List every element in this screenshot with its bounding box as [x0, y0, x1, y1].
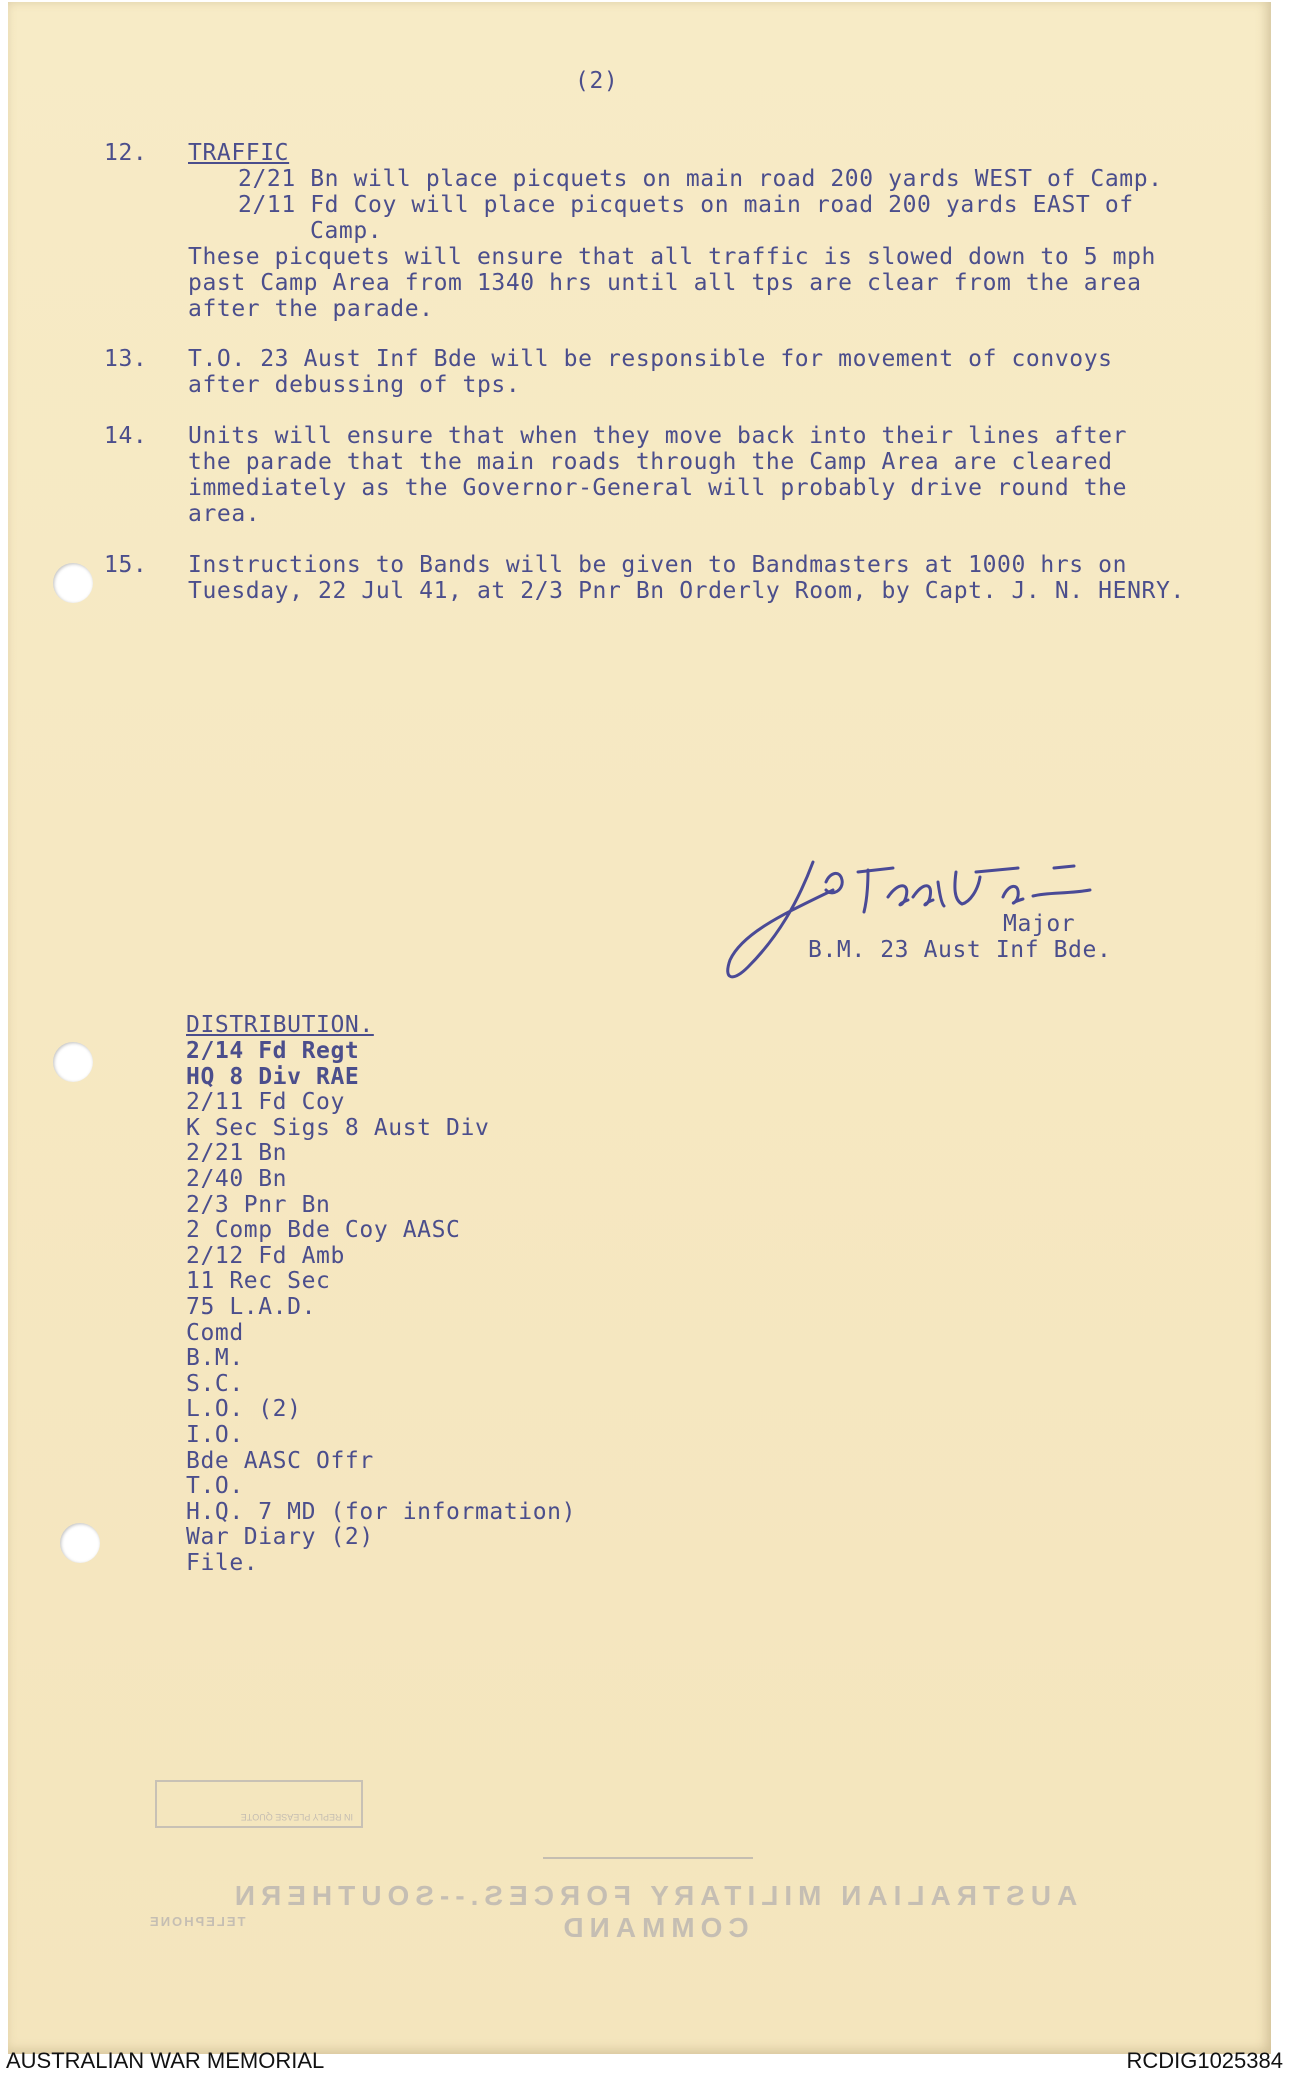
distribution-item: T.O.: [186, 1473, 244, 1499]
paragraph-14-number: 14.: [104, 423, 148, 449]
punch-hole-bottom: [60, 1523, 100, 1563]
paragraph-13-body: after debussing of tps.: [188, 372, 521, 398]
distribution-item: H.Q. 7 MD (for information): [186, 1499, 577, 1525]
distribution-item: 2 Comp Bde Coy AASC: [186, 1217, 461, 1243]
distribution-item: 75 L.A.D.: [186, 1294, 317, 1320]
distribution-heading: DISTRIBUTION.: [186, 1012, 374, 1038]
paragraph-12-body: after the parade.: [188, 296, 434, 322]
telephone-showthrough: TELEPHONE: [148, 1914, 246, 1929]
signatory-appointment: B.M. 23 Aust Inf Bde.: [808, 937, 1112, 963]
paragraph-13-number: 13.: [104, 346, 148, 372]
distribution-item: 2/14 Fd Regt: [186, 1038, 360, 1064]
signatory-rank: Major: [1003, 911, 1076, 937]
page-number: (2): [575, 68, 619, 94]
paragraph-14-body: immediately as the Governor-General will probably drive round the: [188, 475, 1128, 501]
paragraph-12-line: 2/11 Fd Coy will place picquets on main road 200 yards EAST of: [238, 192, 1134, 218]
paragraph-12-number: 12.: [104, 140, 148, 166]
paragraph-15-number: 15.: [104, 552, 148, 578]
distribution-item: K Sec Sigs 8 Aust Div: [186, 1115, 490, 1141]
paragraph-12-heading: TRAFFIC: [188, 140, 290, 166]
punch-hole-middle: [53, 1042, 93, 1082]
punch-hole-top: [53, 563, 93, 603]
reply-stamp-showthrough: [155, 1780, 363, 1828]
document-page: [8, 2, 1271, 2054]
distribution-item: 2/21 Bn: [186, 1140, 288, 1166]
paragraph-15-body: Instructions to Bands will be given to Bandmasters at 1000 hrs on: [188, 552, 1128, 578]
distribution-item: HQ 8 Div RAE: [186, 1064, 360, 1090]
distribution-item: 11 Rec Sec: [186, 1268, 331, 1294]
distribution-item: 2/40 Bn: [186, 1166, 288, 1192]
paragraph-12-body: These picquets will ensure that all traffic is slowed down to 5 mph: [188, 244, 1156, 270]
letterhead-showthrough: AUSTRALIAN MILITARY FORCES.--SOUTHERN COMMAND: [228, 1880, 1078, 1943]
stamp-text: IN REPLY PLEASE QUOTE: [240, 1812, 353, 1822]
distribution-item: B.M.: [186, 1345, 244, 1371]
paragraph-12-line: Camp.: [310, 218, 383, 244]
paragraph-14-body: Units will ensure that when they move back into their lines after: [188, 423, 1128, 449]
paragraph-13-body: T.O. 23 Aust Inf Bde will be responsible for movement of convoys: [188, 346, 1113, 372]
distribution-item: Bde AASC Offr: [186, 1448, 374, 1474]
distribution-item: I.O.: [186, 1422, 244, 1448]
distribution-item: 2/12 Fd Amb: [186, 1243, 345, 1269]
distribution-item: L.O. (2): [186, 1396, 302, 1422]
distribution-item: War Diary (2): [186, 1524, 374, 1550]
distribution-item: 2/3 Pnr Bn: [186, 1192, 331, 1218]
footer-record-id: RCDIG1025384: [1126, 2048, 1283, 2073]
paragraph-14-body: the parade that the main roads through the Camp Area are cleared: [188, 449, 1113, 475]
letterhead-rule: [543, 1857, 753, 1859]
paragraph-14-body: area.: [188, 501, 261, 527]
distribution-item: File.: [186, 1550, 259, 1576]
paragraph-15-body: Tuesday, 22 Jul 41, at 2/3 Pnr Bn Orderly Room, by Capt. J. N. HENRY.: [188, 578, 1185, 604]
distribution-item: 2/11 Fd Coy: [186, 1089, 345, 1115]
distribution-item: S.C.: [186, 1371, 244, 1397]
paragraph-12-line: 2/21 Bn will place picquets on main road 200 yards WEST of Camp.: [238, 166, 1163, 192]
paragraph-12-body: past Camp Area from 1340 hrs until all tps are clear from the area: [188, 270, 1142, 296]
footer-archive-name: AUSTRALIAN WAR MEMORIAL: [6, 2048, 325, 2073]
distribution-item: Comd: [186, 1320, 244, 1346]
